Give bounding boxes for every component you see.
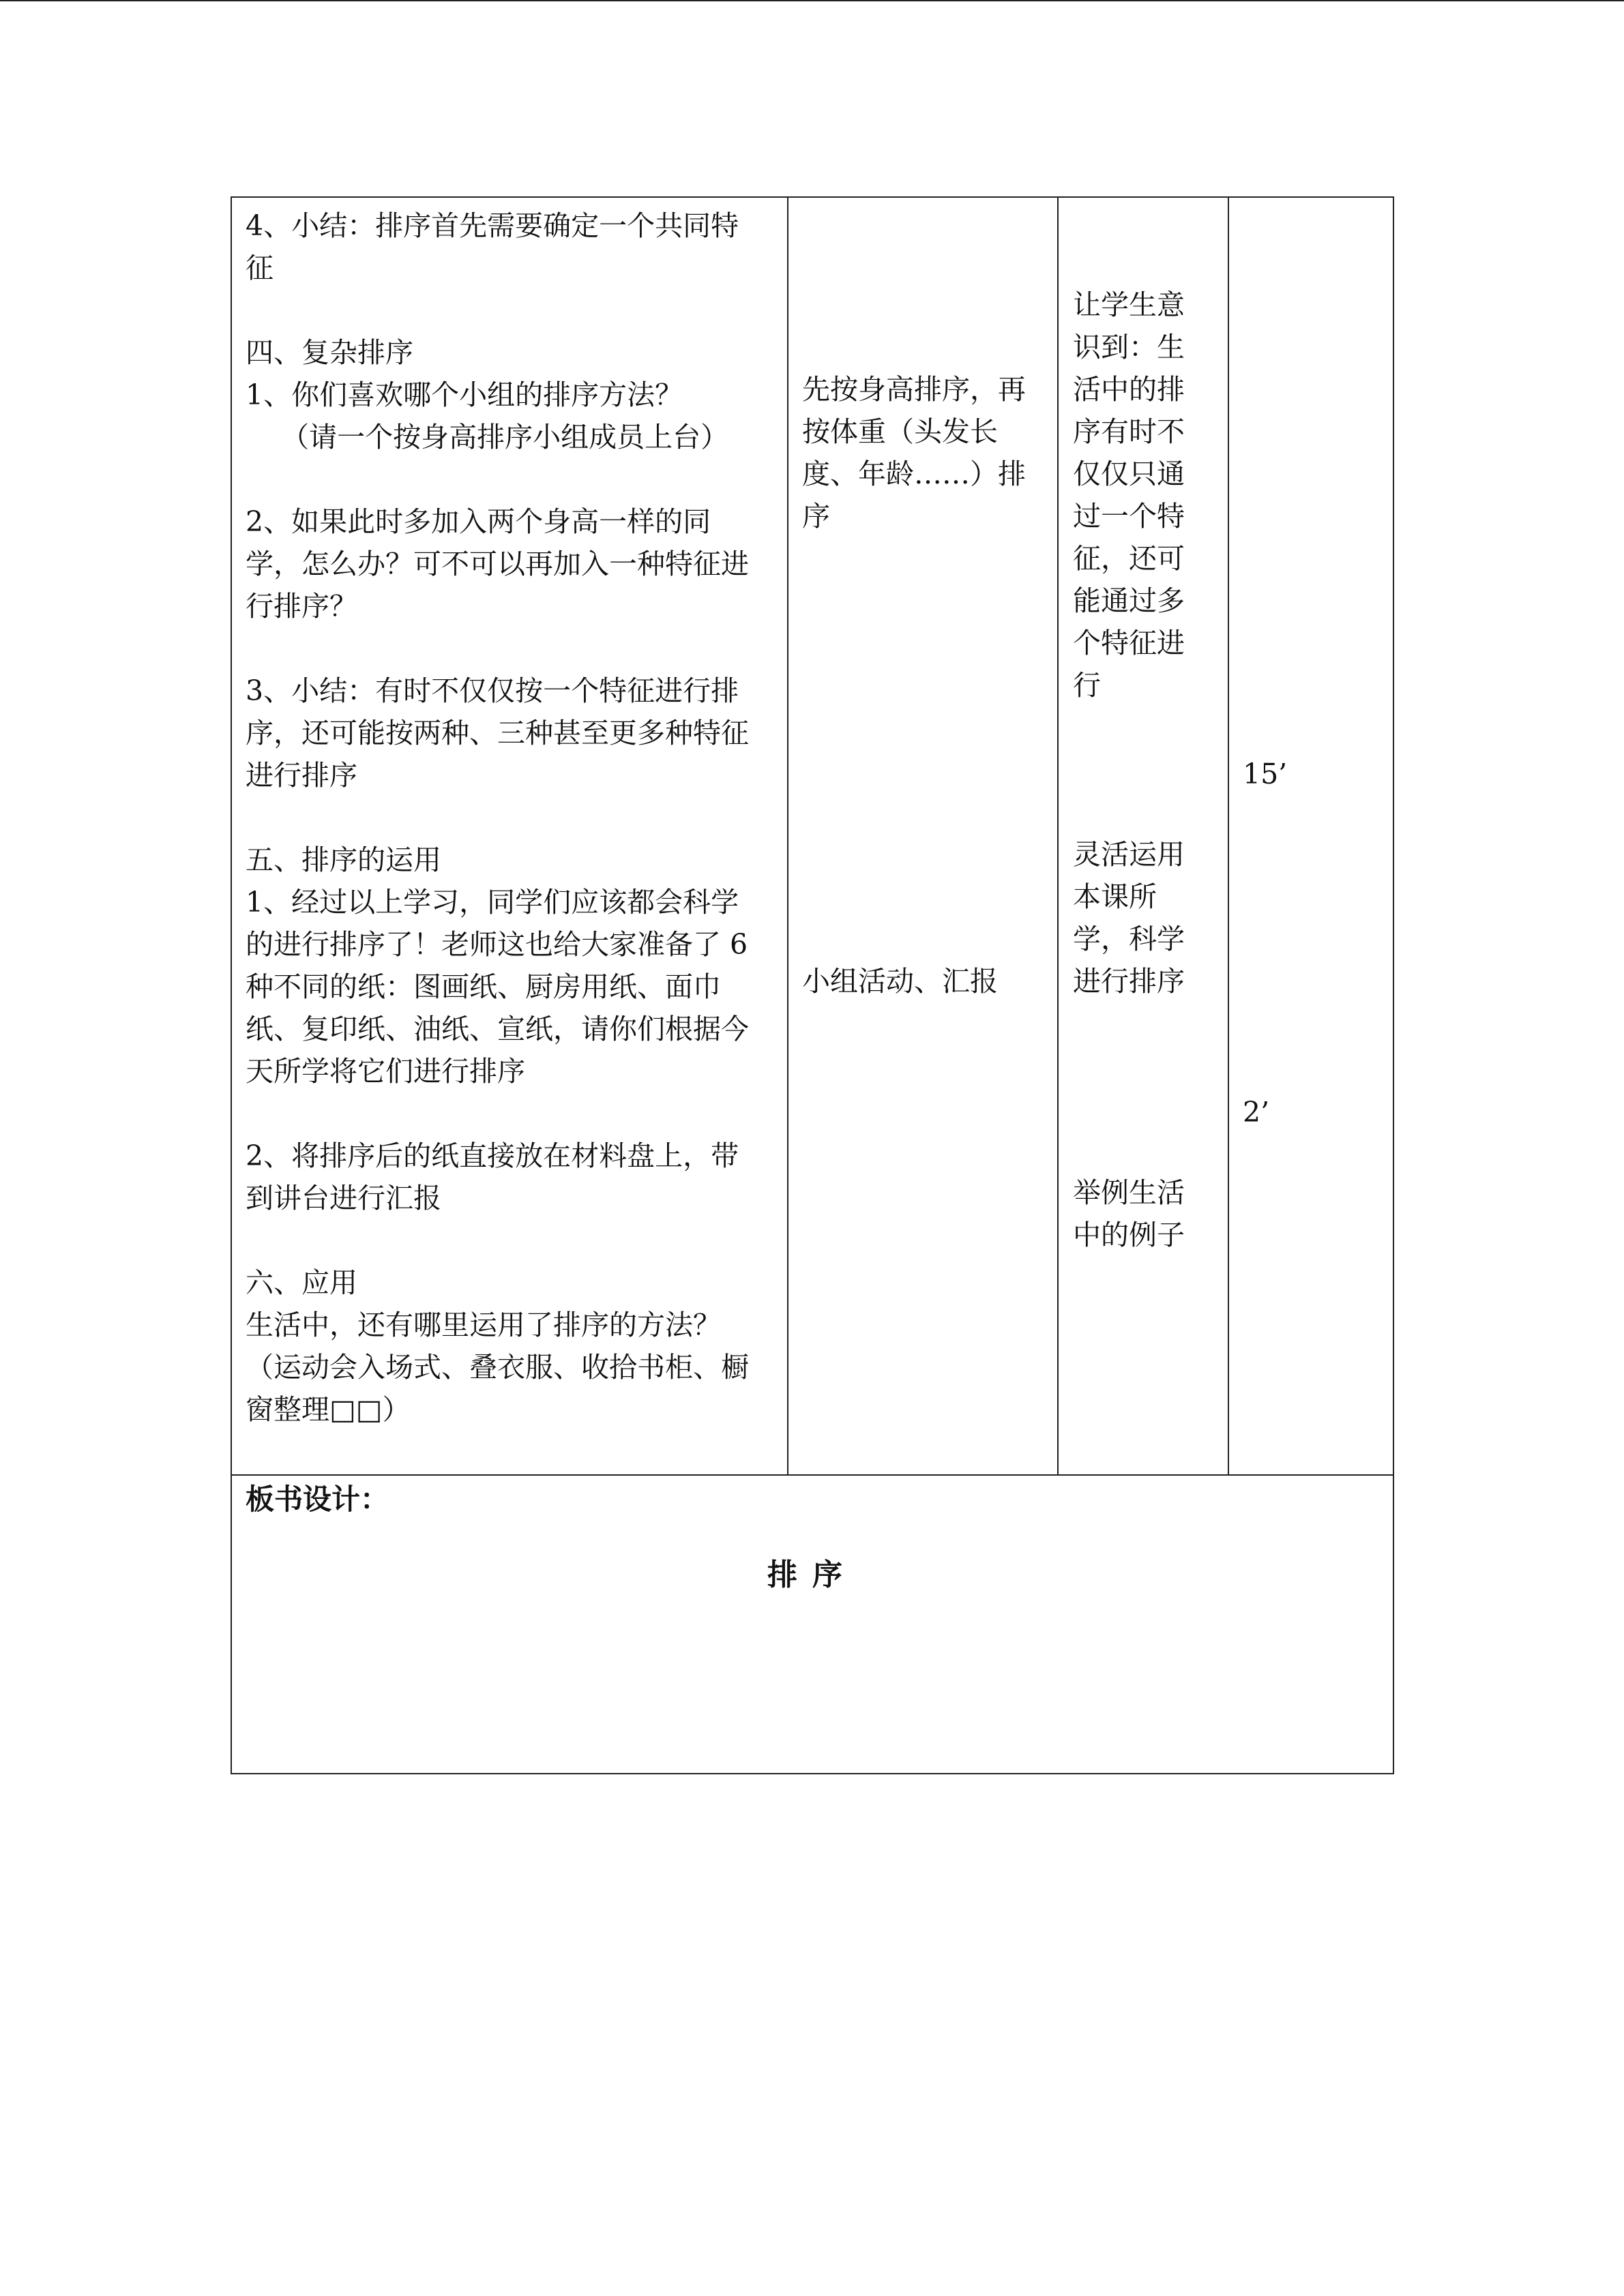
board-design-label: 板书设计：	[246, 1482, 389, 1516]
teaching-process-cell: 4、小结：排序首先需要确定一个共同特 征 四、复杂排序 1、你们喜欢哪个小组的排序方法？ （请一个按身高排序小组成员上台） 2、如果此时多加入两个身高一样的同 学，怎么办？可不可以再加入一种特征进 行排序？ 3、小结：有时不仅仅按一个特征进行排 序，还可能按两种、三种甚至更多种特征 进行排序 五、排序的运用 1、经过以上学习，同学们应该都会科学 的进行排序了！老师这也给大家准备了 6 种不同的纸：图画纸、厨房用纸、面巾 纸、复印纸、油纸、宣纸，请你们根据今 天所学将它们进行排序 2、将排序后的纸直接放在材料盘上，带 到讲台进行汇报 六、应用 生活中，还有哪里运用了排序的方法？ （运动会入场式、叠衣服、收拾书柜、橱 窗整理□□）	[246, 209, 749, 1426]
time-allocation-15: 15’	[1243, 758, 1288, 790]
row-divider	[232, 1474, 1393, 1476]
column-divider	[1228, 198, 1229, 1476]
student-activity-cell: 先按身高排序，再 按体重（头发长 度、年龄……）排 序 小组活动、汇报	[802, 373, 1026, 998]
board-design-title: 排序	[767, 1557, 857, 1592]
column-divider	[787, 198, 788, 1476]
column-divider	[1057, 198, 1059, 1476]
page-top-border	[0, 0, 1624, 1]
time-allocation-2: 2’	[1243, 1096, 1270, 1129]
lesson-plan-table	[231, 196, 1394, 1774]
design-intent-cell: 让学生意 识到：生 活中的排 序有时不 仅仅只通 过一个特 征，还可 能通过多 个特征进 行 灵活运用 本课所 学，科学 进行排序 举例生活 中的例子	[1073, 288, 1185, 1251]
